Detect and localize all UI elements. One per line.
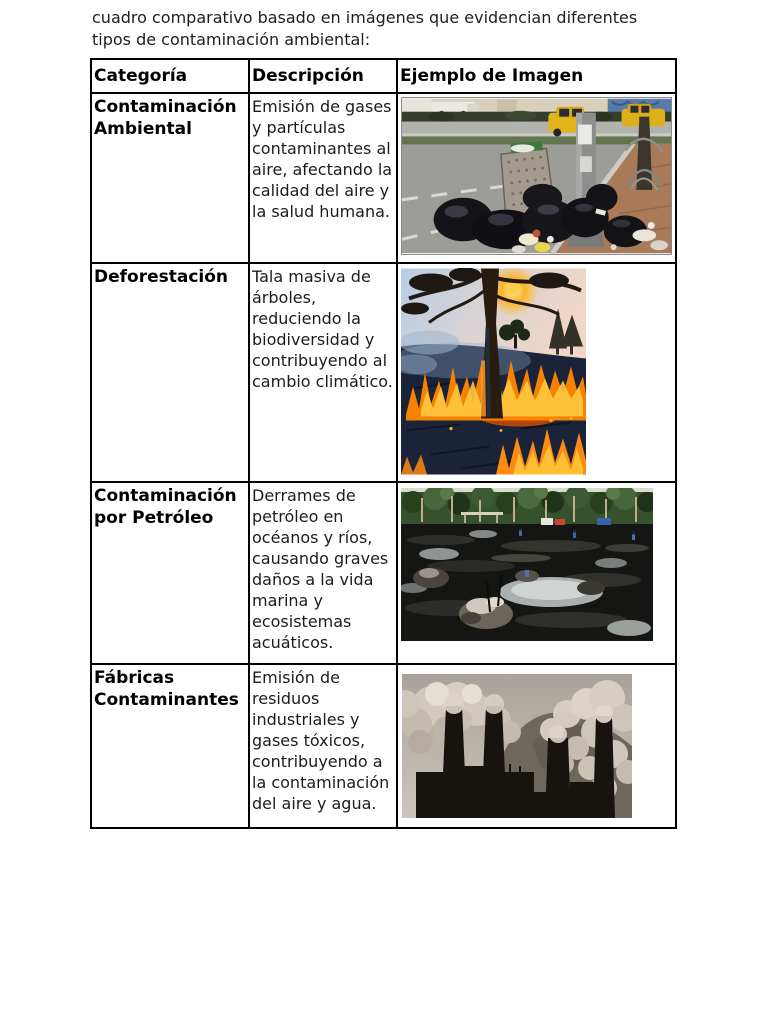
table-row (91, 93, 676, 263)
factory-smoke-image (402, 674, 632, 818)
street-garbage-image (401, 97, 672, 255)
category-cell (91, 664, 249, 828)
intro-text: cuadro comparativo basado en imágenes que evidencian diferentes tipos de contaminación ambiental: (92, 8, 638, 49)
description-cell: Tala masiva de árboles, reduciendo la biodiversidad y contribuyendo al cambio climático. (249, 263, 397, 482)
description-cell: Emisión de residuos industriales y gases tóxicos, contribuyendo a la contaminación del aire y agua. (249, 664, 397, 828)
category-cell (91, 263, 249, 482)
image-cell (397, 664, 676, 828)
category-cell (91, 482, 249, 664)
forest-fire-image (401, 268, 586, 475)
category-label: Fábricas Contaminantes (94, 668, 239, 710)
header-ejemplo: Ejemplo de Imagen (397, 59, 676, 93)
image-cell (397, 482, 676, 664)
table-row (91, 263, 676, 482)
category-cell (91, 93, 249, 263)
category-label: Deforestación (94, 267, 229, 287)
table-row (91, 482, 676, 664)
header-categoria: Categoría (91, 59, 249, 93)
image-cell (397, 93, 676, 263)
oil-spill-image (401, 488, 653, 641)
category-label: Contaminación Ambiental (94, 97, 237, 139)
table-row (91, 664, 676, 828)
description-cell: Emisión de gases y partículas contaminantes al aire, afectando la calidad del aire y la salud humana. (249, 93, 397, 263)
description-cell: Derrames de petróleo en océanos y ríos, causando graves daños a la vida marina y ecosistemas acuáticos. (249, 482, 397, 664)
image-cell (397, 263, 676, 482)
category-label: Contaminación por Petróleo (94, 486, 237, 528)
comparison-table (90, 58, 677, 829)
table-header-row (91, 59, 676, 93)
header-descripcion: Descripción (249, 59, 397, 93)
